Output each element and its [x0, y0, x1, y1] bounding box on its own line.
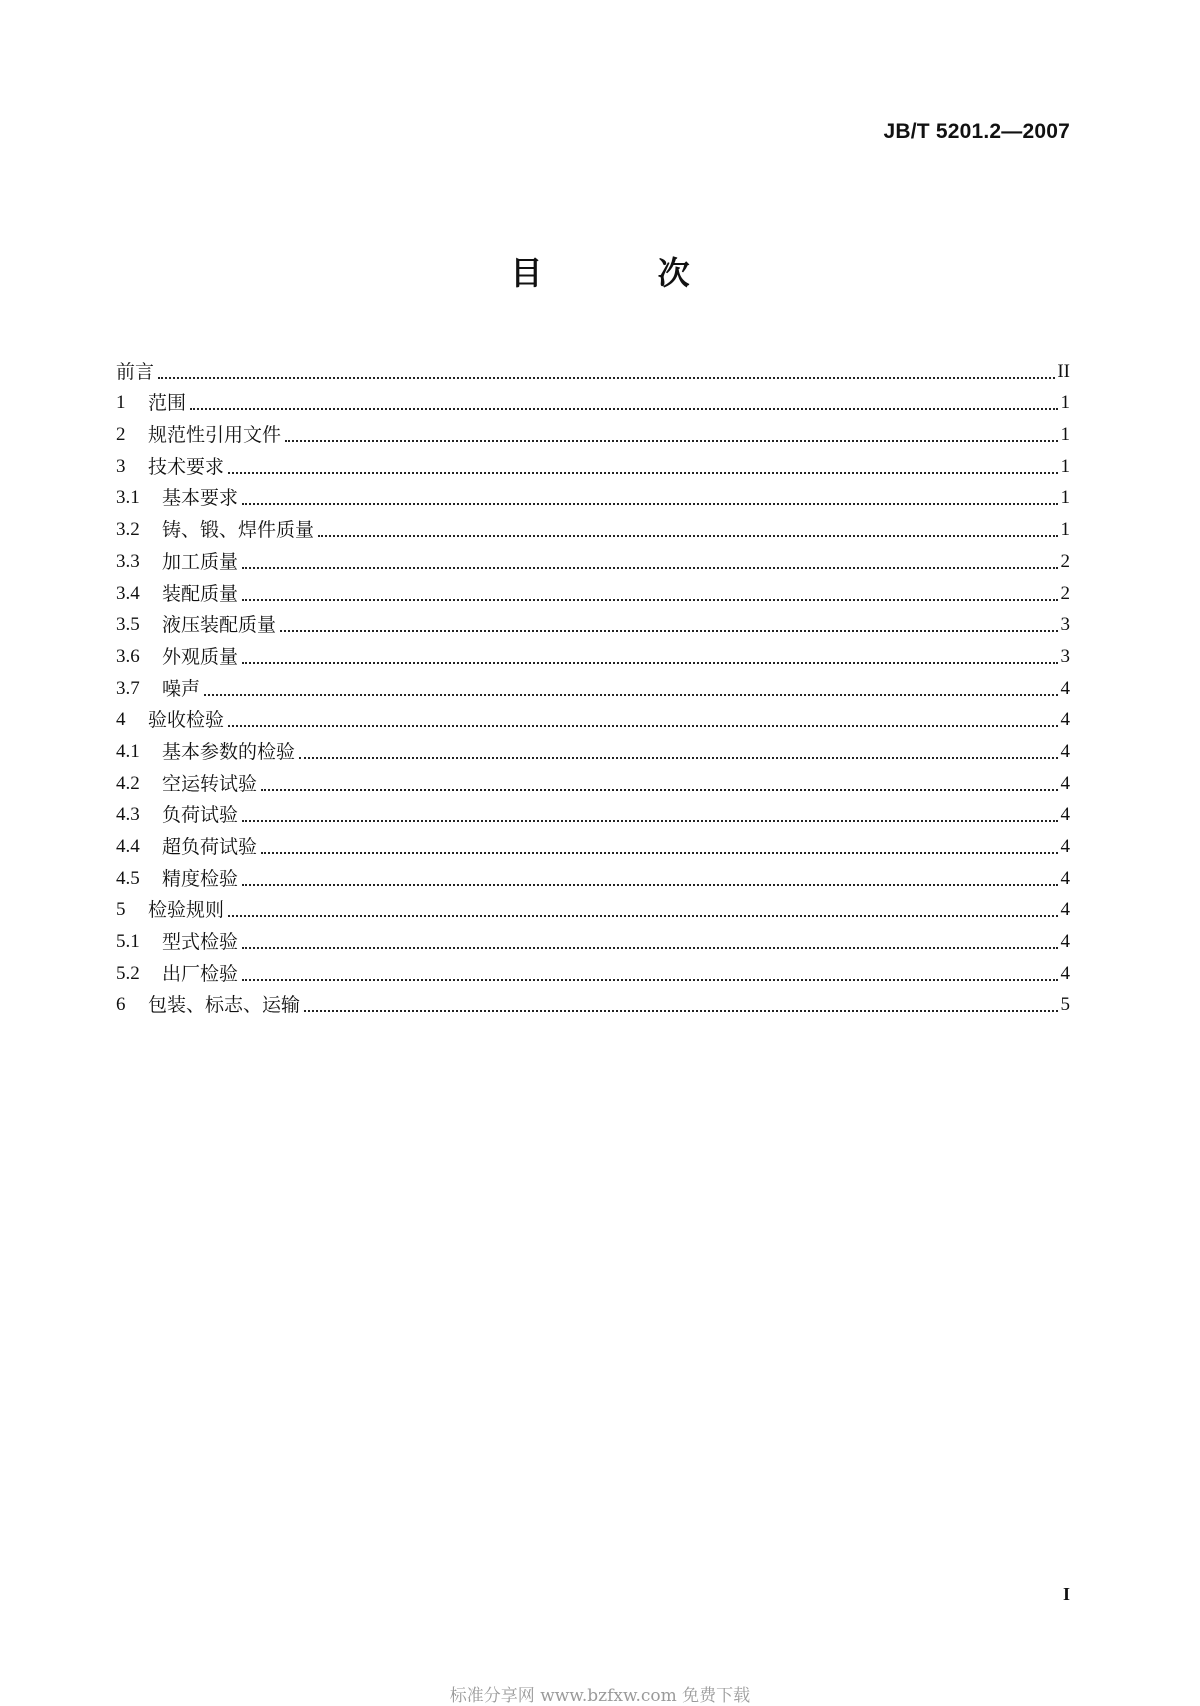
dot-leader — [299, 757, 1058, 759]
dot-leader — [242, 979, 1058, 981]
toc-entry[interactable] — [116, 415, 1070, 447]
toc-entry-label: 超负荷试验 — [162, 836, 258, 858]
toc-entry-number: 5 — [116, 899, 126, 921]
toc-entry[interactable] — [116, 606, 1070, 638]
toc-entry[interactable] — [116, 352, 1070, 384]
toc-entry-page: 4 — [1060, 740, 1070, 762]
toc-entry-label: 装配质量 — [162, 582, 239, 605]
toc-entry-label: 检验规则 — [148, 899, 225, 922]
dot-leader — [228, 472, 1058, 474]
toc-entry-page: 5 — [1060, 994, 1070, 1016]
toc-entry-label: 包装、标志、运输 — [148, 994, 301, 1017]
toc-entry-number: 3.1 — [116, 487, 140, 509]
toc-entry-number: 3.3 — [116, 550, 140, 572]
toc-entry-label: 基本要求 — [162, 487, 239, 510]
dot-leader — [228, 915, 1058, 917]
toc-entry[interactable] — [116, 701, 1070, 733]
toc-entry[interactable] — [116, 384, 1070, 416]
toc-entry[interactable] — [116, 859, 1070, 891]
toc-entry-label: 范围 — [148, 392, 187, 415]
toc-entry[interactable] — [116, 447, 1070, 479]
toc-entry[interactable] — [116, 764, 1070, 796]
toc-entry[interactable] — [116, 510, 1070, 542]
toc-entry-number: 4 — [116, 709, 126, 731]
dot-leader — [190, 408, 1058, 410]
toc-entry-page: 1 — [1060, 519, 1070, 541]
dot-leader — [261, 852, 1058, 854]
toc-entry[interactable] — [116, 637, 1070, 669]
toc-entry-page: 2 — [1060, 582, 1070, 604]
toc-entry-page: 1 — [1060, 392, 1070, 414]
dot-leader — [242, 599, 1058, 601]
toc-entry-page: 3 — [1060, 645, 1070, 667]
toc-entry-label: 外观质量 — [162, 645, 239, 668]
dot-leader — [158, 377, 1055, 379]
toc-entry-page: 4 — [1060, 962, 1070, 984]
toc-entry-label: 验收检验 — [148, 709, 225, 732]
toc-entry[interactable] — [116, 954, 1070, 986]
toc-entry-page: 4 — [1060, 677, 1070, 699]
toc-entry-page: 4 — [1060, 931, 1070, 953]
toc-entry-label: 液压装配质量 — [162, 614, 277, 637]
dot-leader — [242, 503, 1058, 505]
toc-entry-page: II — [1057, 360, 1070, 382]
dot-leader — [280, 630, 1058, 632]
dot-leader — [285, 440, 1058, 442]
toc-entry-label: 前言 — [116, 360, 155, 383]
toc-entry-number: 3.5 — [116, 614, 140, 636]
toc-entry-page: 4 — [1060, 772, 1070, 794]
toc-entry[interactable] — [116, 574, 1070, 606]
toc-entry-label: 出厂检验 — [162, 962, 239, 985]
toc-entry-label: 规范性引用文件 — [148, 424, 282, 447]
toc-entry-number: 4.2 — [116, 772, 140, 794]
dot-leader — [242, 820, 1058, 822]
toc-entry-page: 3 — [1060, 614, 1070, 636]
toc-entry-page: 4 — [1060, 899, 1070, 921]
toc-entry-label: 噪声 — [162, 677, 201, 700]
page-number: I — [1062, 1584, 1070, 1604]
dot-leader — [261, 789, 1058, 791]
toc-entry-page: 1 — [1060, 424, 1070, 446]
page-title: 目 次 — [510, 254, 742, 292]
toc-entry-label: 型式检验 — [162, 931, 239, 954]
toc-entry-page: 4 — [1060, 709, 1070, 731]
dot-leader — [228, 725, 1058, 727]
dot-leader — [304, 1010, 1058, 1012]
toc-entry-label: 技术要求 — [148, 455, 225, 478]
toc-entry-page: 2 — [1060, 550, 1070, 572]
toc-entry-page: 4 — [1060, 804, 1070, 826]
toc-entry-label: 加工质量 — [162, 550, 239, 573]
toc-entry-page: 1 — [1060, 487, 1070, 509]
toc-entry[interactable] — [116, 796, 1070, 828]
toc-entry-number: 3.7 — [116, 677, 140, 699]
toc-entry[interactable] — [116, 986, 1070, 1018]
toc-entry-number: 3.6 — [116, 645, 140, 667]
toc-entry-number: 4.3 — [116, 804, 140, 826]
toc-entry-label: 负荷试验 — [162, 804, 239, 827]
toc-entry-number: 3.2 — [116, 519, 140, 541]
toc-entry[interactable] — [116, 669, 1070, 701]
toc-entry-number: 2 — [116, 424, 126, 446]
toc-entry-number: 1 — [116, 392, 126, 414]
toc-entry-number: 4.4 — [116, 836, 140, 857]
dot-leader — [242, 947, 1058, 949]
toc-entry-number: 4.5 — [116, 867, 140, 889]
toc-entry-number: 3.4 — [116, 582, 140, 604]
toc-entry[interactable] — [116, 827, 1070, 859]
toc-entry-number: 6 — [116, 994, 126, 1016]
toc-entry[interactable] — [116, 542, 1070, 574]
toc-entry-label: 铸、锻、焊件质量 — [162, 519, 315, 542]
table-of-contents — [116, 352, 1070, 1017]
toc-entry-label: 基本参数的检验 — [162, 740, 296, 763]
toc-entry[interactable] — [116, 922, 1070, 954]
toc-entry-page: 1 — [1060, 455, 1070, 477]
toc-entry-number: 4.1 — [116, 740, 140, 762]
watermark-text: 标准分享网 www.bzfxw.com 免费下载 — [449, 1686, 751, 1706]
toc-entry-number: 5.1 — [116, 931, 140, 953]
toc-entry-page: 4 — [1060, 836, 1070, 857]
toc-entry[interactable] — [116, 891, 1070, 923]
toc-entry-page: 4 — [1060, 867, 1070, 889]
dot-leader — [204, 694, 1058, 696]
toc-entry-label: 空运转试验 — [162, 772, 258, 795]
dot-leader — [242, 567, 1058, 569]
toc-entry[interactable] — [116, 479, 1070, 511]
dot-leader — [242, 884, 1058, 886]
dot-leader — [318, 535, 1058, 537]
toc-entry-label: 精度检验 — [162, 867, 239, 890]
toc-entry-number: 5.2 — [116, 962, 140, 984]
dot-leader — [242, 662, 1058, 664]
standard-number: JB/T 5201.2—2007 — [883, 120, 1070, 143]
toc-entry-number: 3 — [116, 455, 126, 477]
toc-entry[interactable] — [116, 732, 1070, 764]
